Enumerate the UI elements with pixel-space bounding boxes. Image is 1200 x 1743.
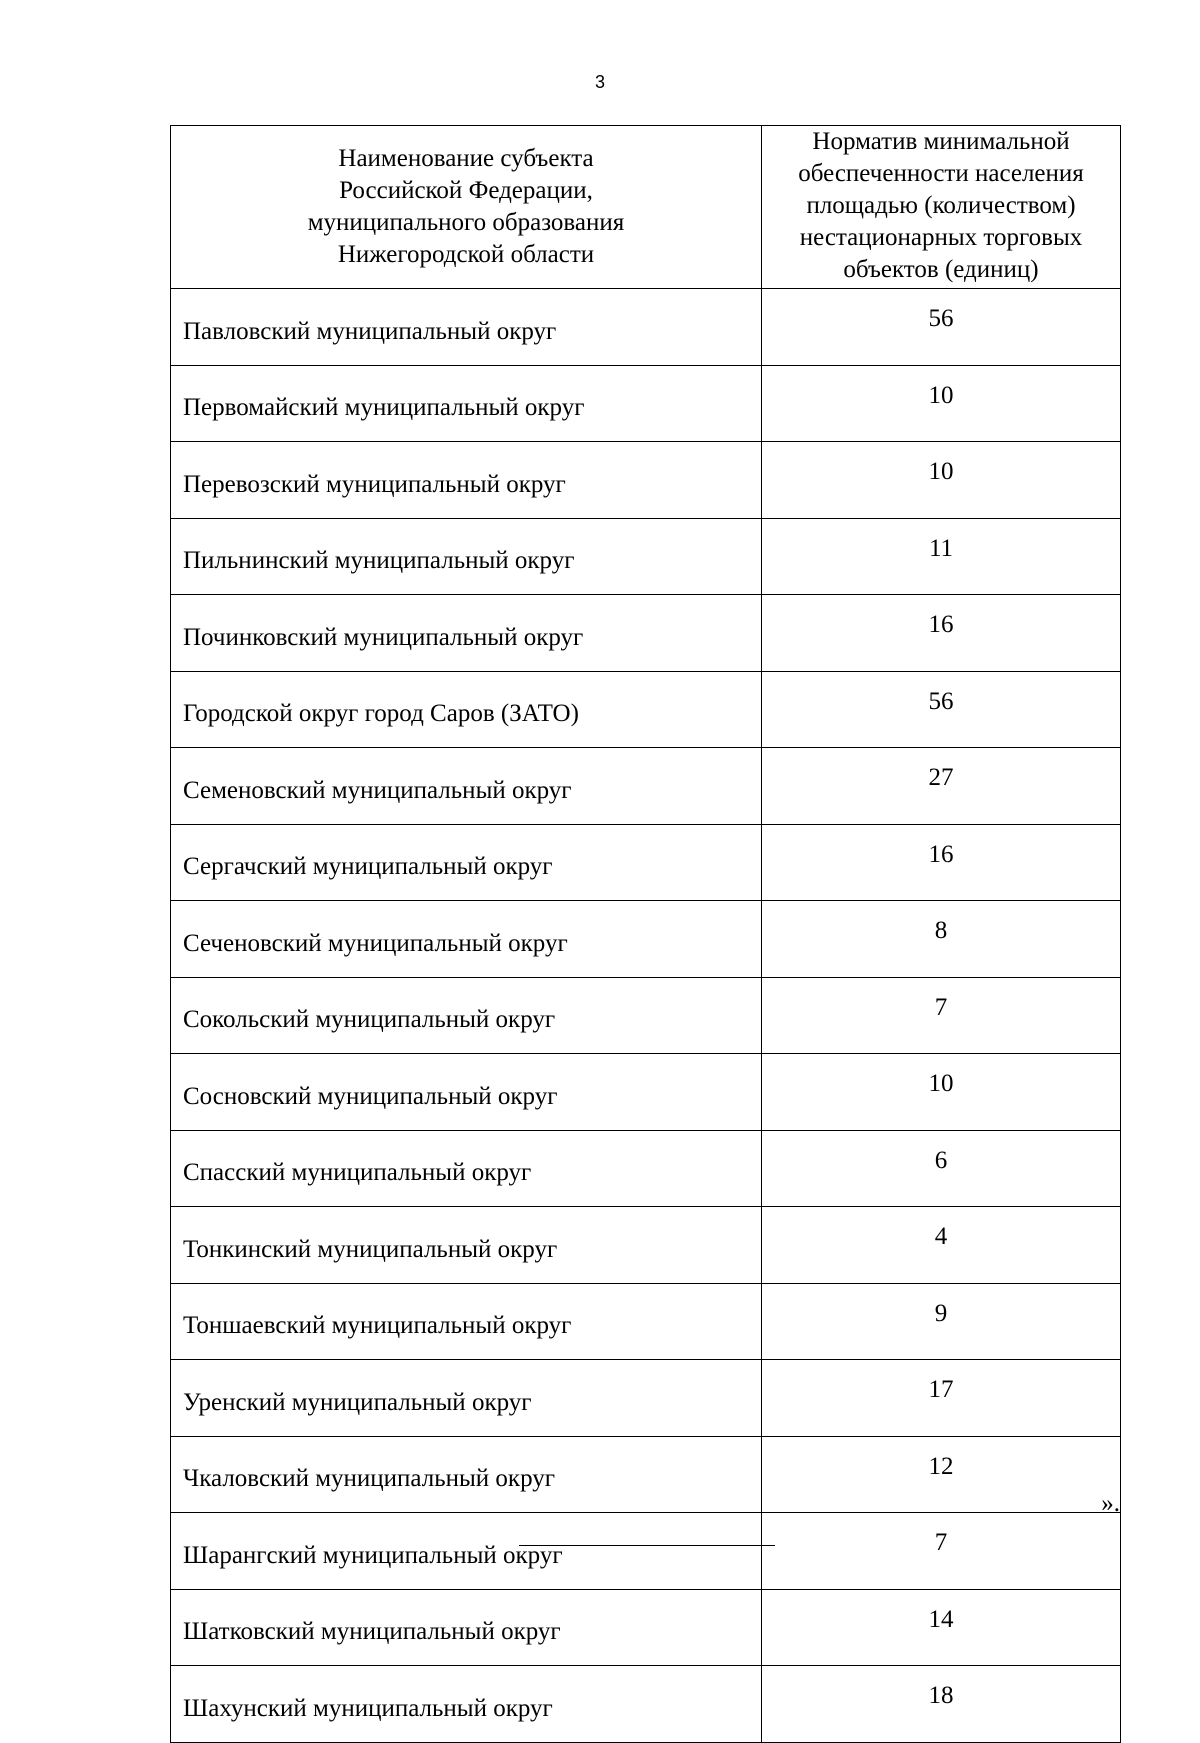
- table-row: [171, 671, 1121, 748]
- table-row: [171, 1283, 1121, 1360]
- norm-value: 11: [762, 518, 1121, 595]
- table-row: [171, 1130, 1121, 1207]
- table-row: [171, 1054, 1121, 1131]
- table-row: [171, 1207, 1121, 1284]
- norm-value: 27: [762, 748, 1121, 825]
- page-number: 3: [594, 72, 605, 92]
- norm-value: 4: [762, 1207, 1121, 1284]
- norm-value: 12: [762, 1436, 1121, 1513]
- district-name: Шарангский муниципальный округ: [171, 1513, 762, 1590]
- district-name: Семеновский муниципальный округ: [171, 748, 762, 825]
- table-row: [171, 442, 1121, 519]
- header-subject-name: [171, 126, 762, 289]
- header-norm-line: площадью (количеством): [806, 192, 1076, 219]
- table-row: [171, 977, 1121, 1054]
- norm-value: 56: [762, 671, 1121, 748]
- norm-value: 7: [762, 1513, 1121, 1590]
- table-header-row: [171, 126, 1121, 289]
- table-row: [171, 289, 1121, 366]
- header-subject-line: Российской Федерации,: [339, 177, 593, 204]
- norm-value: 18: [762, 1666, 1121, 1743]
- header-subject-line: муниципального образования: [307, 209, 625, 236]
- norm-value: 16: [762, 824, 1121, 901]
- district-name: Первомайский муниципальный округ: [171, 365, 762, 442]
- norm-value: 16: [762, 595, 1121, 672]
- header-subject-line: Наименование субъекта: [338, 145, 594, 172]
- district-name: Пильнинский муниципальный округ: [171, 518, 762, 595]
- table-row: [171, 748, 1121, 825]
- norm-value: 17: [762, 1360, 1121, 1437]
- norm-value: 10: [762, 1054, 1121, 1131]
- header-norm-line: нестационарных торговых: [799, 224, 1083, 251]
- district-name: Шахунский муниципальный округ: [171, 1666, 762, 1743]
- norm-value: 9: [762, 1283, 1121, 1360]
- district-name: Перевозский муниципальный округ: [171, 442, 762, 519]
- district-name: Починковский муниципальный округ: [171, 595, 762, 672]
- district-name: Тоншаевский муниципальный округ: [171, 1283, 762, 1360]
- district-name: Тонкинский муниципальный округ: [171, 1207, 762, 1284]
- footer-divider-line: [519, 1545, 775, 1546]
- header-subject-line: Нижегородской области: [337, 241, 595, 268]
- header-norm-line: Норматив минимальной: [812, 128, 1070, 155]
- table-row: [171, 518, 1121, 595]
- norm-value: 7: [762, 977, 1121, 1054]
- header-norm-value: [762, 126, 1121, 289]
- district-name: Чкаловский муниципальный округ: [171, 1436, 762, 1513]
- norm-value: 10: [762, 365, 1121, 442]
- header-norm-line: обеспеченности населения: [798, 160, 1084, 187]
- district-name: Сосновский муниципальный округ: [171, 1054, 762, 1131]
- table-row: [171, 365, 1121, 442]
- closing-quote-mark: ».: [1101, 1490, 1120, 1517]
- table-row: [171, 1360, 1121, 1437]
- norm-table: [170, 125, 1121, 1743]
- header-norm-line: объектов (единиц): [843, 256, 1039, 283]
- table-row: [171, 1513, 1121, 1590]
- norm-value: 10: [762, 442, 1121, 519]
- norm-value: 56: [762, 289, 1121, 366]
- norm-value: 14: [762, 1589, 1121, 1666]
- district-name: Уренский муниципальный округ: [171, 1360, 762, 1437]
- district-name: Спасский муниципальный округ: [171, 1130, 762, 1207]
- district-name: Шатковский муниципальный округ: [171, 1589, 762, 1666]
- table-row: [171, 824, 1121, 901]
- district-name: Городской округ город Саров (ЗАТО): [171, 671, 762, 748]
- district-name: Сергачский муниципальный округ: [171, 824, 762, 901]
- table-row: [171, 901, 1121, 978]
- table-row: [171, 595, 1121, 672]
- district-name: Сокольский муниципальный округ: [171, 977, 762, 1054]
- table-row: [171, 1589, 1121, 1666]
- norm-value: 6: [762, 1130, 1121, 1207]
- table-row: [171, 1666, 1121, 1743]
- norm-value: 8: [762, 901, 1121, 978]
- district-name: Павловский муниципальный округ: [171, 289, 762, 366]
- district-name: Сеченовский муниципальный округ: [171, 901, 762, 978]
- table-row: [171, 1436, 1121, 1513]
